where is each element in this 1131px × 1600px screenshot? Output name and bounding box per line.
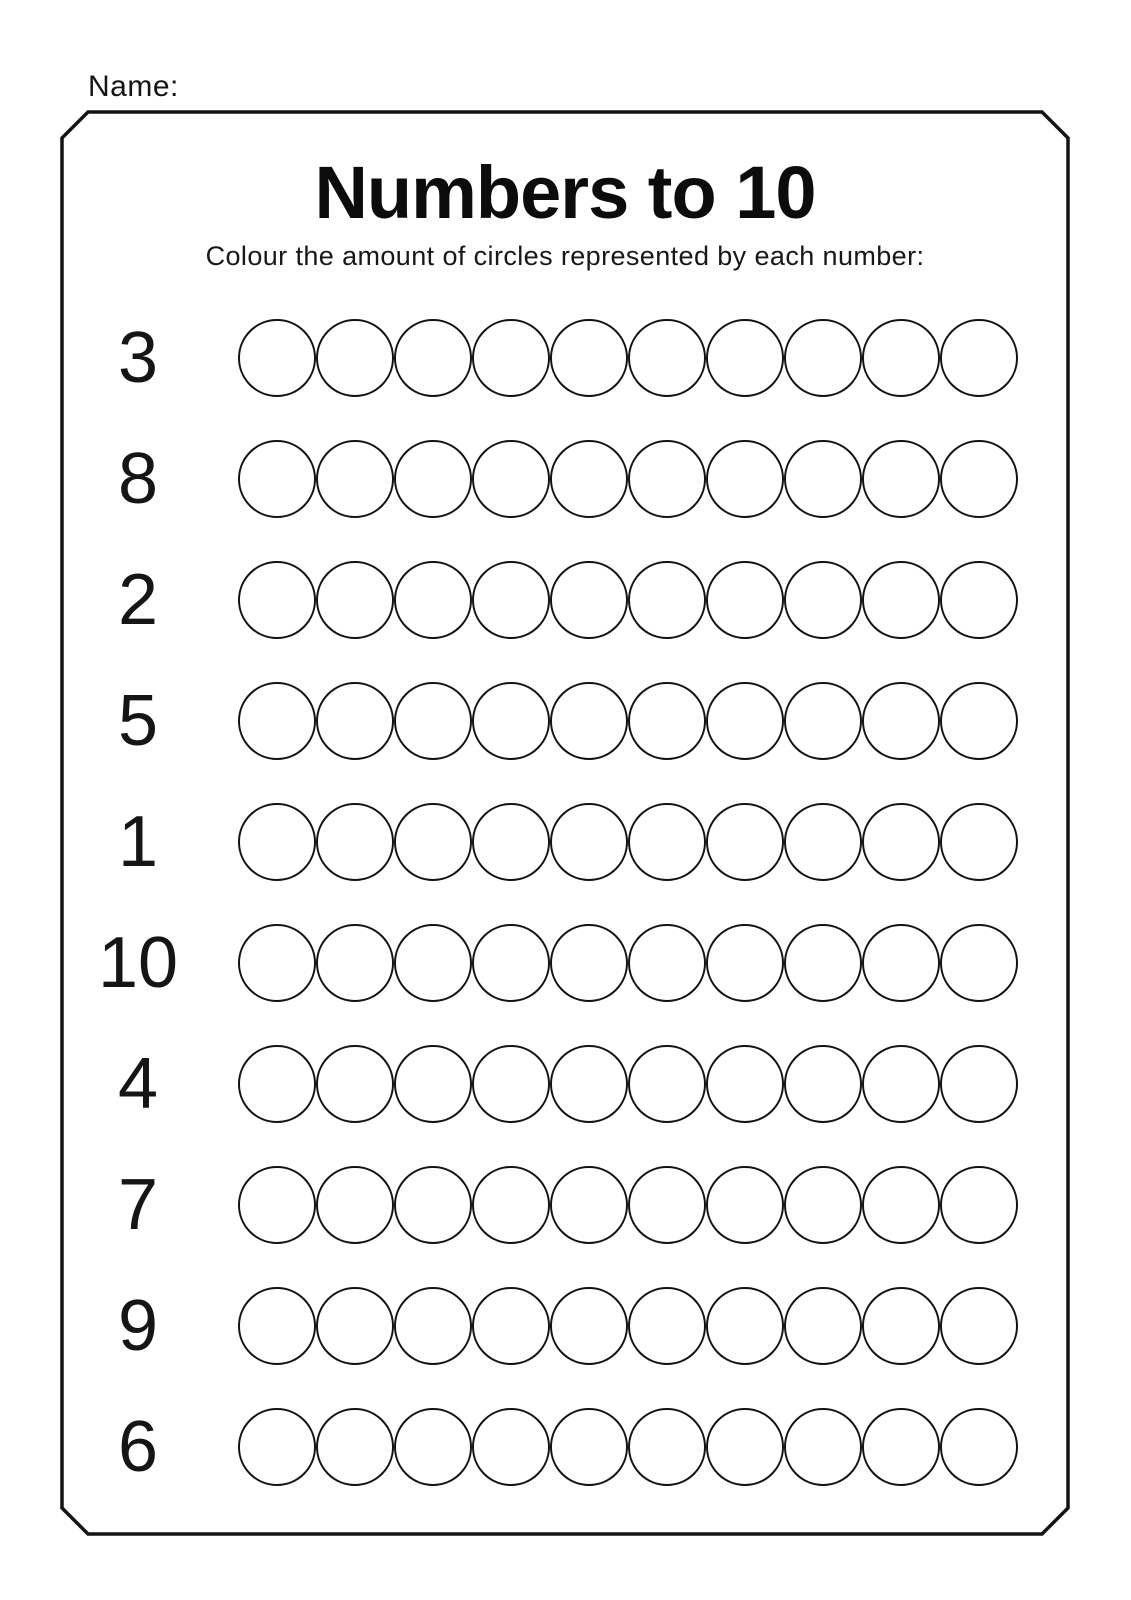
circle[interactable]: [394, 1408, 472, 1486]
row-number-label: 7: [117, 1164, 159, 1245]
circle[interactable]: [394, 803, 472, 881]
circle[interactable]: [316, 924, 394, 1002]
name-label: Name:: [88, 70, 179, 103]
instruction-text: Colour the amount of circles represented by each number:: [205, 241, 925, 271]
circle[interactable]: [316, 319, 394, 397]
circle[interactable]: [316, 682, 394, 760]
circle[interactable]: [316, 561, 394, 639]
row-number-label: 4: [117, 1043, 159, 1124]
circle[interactable]: [706, 1045, 784, 1123]
circle[interactable]: [940, 803, 1018, 881]
circle[interactable]: [316, 1166, 394, 1244]
circle[interactable]: [238, 440, 316, 518]
circle[interactable]: [550, 440, 628, 518]
circle[interactable]: [784, 1166, 862, 1244]
row-number-label: 2: [117, 559, 159, 640]
circle[interactable]: [784, 1287, 862, 1365]
circle[interactable]: [316, 803, 394, 881]
circle[interactable]: [862, 924, 940, 1002]
circle[interactable]: [862, 440, 940, 518]
circle[interactable]: [862, 1045, 940, 1123]
circle[interactable]: [862, 1408, 940, 1486]
circle[interactable]: [472, 803, 550, 881]
circle[interactable]: [706, 682, 784, 760]
circle[interactable]: [472, 1287, 550, 1365]
circle[interactable]: [862, 1287, 940, 1365]
circle[interactable]: [784, 803, 862, 881]
circle-row: [238, 1045, 1018, 1123]
circle[interactable]: [316, 1045, 394, 1123]
row-number-label: 9: [117, 1285, 159, 1366]
number-rows-container: [60, 297, 1070, 1507]
circle[interactable]: [550, 682, 628, 760]
circle[interactable]: [238, 319, 316, 397]
circle-row: [238, 924, 1018, 1002]
number-row: [60, 418, 1070, 539]
circle[interactable]: [706, 1287, 784, 1365]
circle[interactable]: [940, 1287, 1018, 1365]
circle[interactable]: [940, 319, 1018, 397]
circle[interactable]: [784, 1045, 862, 1123]
circle[interactable]: [472, 1166, 550, 1244]
circle[interactable]: [784, 440, 862, 518]
circle[interactable]: [784, 682, 862, 760]
circle[interactable]: [550, 319, 628, 397]
row-number-label: 8: [117, 438, 159, 519]
number-row: [60, 1144, 1070, 1265]
circle[interactable]: [784, 1408, 862, 1486]
number-row: [60, 539, 1070, 660]
circle[interactable]: [628, 561, 706, 639]
circle[interactable]: [394, 682, 472, 760]
circle[interactable]: [394, 924, 472, 1002]
circle-row: [238, 1287, 1018, 1365]
circle[interactable]: [706, 1166, 784, 1244]
circle[interactable]: [628, 319, 706, 397]
circle-row: [238, 803, 1018, 881]
circle[interactable]: [550, 561, 628, 639]
circle[interactable]: [394, 1045, 472, 1123]
row-number-label: 10: [97, 922, 179, 1003]
circle[interactable]: [550, 924, 628, 1002]
circle[interactable]: [238, 803, 316, 881]
circle[interactable]: [238, 682, 316, 760]
circle[interactable]: [706, 803, 784, 881]
circle[interactable]: [862, 319, 940, 397]
circle[interactable]: [628, 803, 706, 881]
circle[interactable]: [472, 319, 550, 397]
circle[interactable]: [784, 319, 862, 397]
circle-row: [238, 1408, 1018, 1486]
number-row: [60, 1023, 1070, 1144]
circle[interactable]: [316, 440, 394, 518]
circle[interactable]: [628, 1287, 706, 1365]
circle[interactable]: [706, 1408, 784, 1486]
circle[interactable]: [550, 1045, 628, 1123]
circle[interactable]: [628, 1045, 706, 1123]
circle[interactable]: [472, 924, 550, 1002]
circle[interactable]: [784, 924, 862, 1002]
number-row: [60, 902, 1070, 1023]
circle[interactable]: [862, 561, 940, 639]
circle[interactable]: [316, 1287, 394, 1365]
circle[interactable]: [472, 561, 550, 639]
circle[interactable]: [394, 319, 472, 397]
circle[interactable]: [706, 319, 784, 397]
circle[interactable]: [238, 561, 316, 639]
circle[interactable]: [394, 1287, 472, 1365]
number-row: [60, 1386, 1070, 1507]
circle[interactable]: [472, 682, 550, 760]
number-row: [60, 1265, 1070, 1386]
circle[interactable]: [550, 1287, 628, 1365]
circle[interactable]: [628, 682, 706, 760]
circle[interactable]: [238, 924, 316, 1002]
row-number-label: 3: [117, 317, 159, 398]
page-title: Numbers to 10: [314, 151, 816, 234]
circle[interactable]: [628, 1166, 706, 1244]
circle[interactable]: [940, 440, 1018, 518]
circle[interactable]: [940, 1166, 1018, 1244]
circle[interactable]: [628, 924, 706, 1002]
circle[interactable]: [628, 1408, 706, 1486]
circle[interactable]: [706, 924, 784, 1002]
row-number-label: 5: [117, 680, 159, 761]
number-row: [60, 297, 1070, 418]
circle[interactable]: [394, 440, 472, 518]
circle[interactable]: [238, 1166, 316, 1244]
circle-row: [238, 319, 1018, 397]
circle[interactable]: [784, 561, 862, 639]
circle-row: [238, 561, 1018, 639]
circle[interactable]: [238, 1045, 316, 1123]
circle-row: [238, 1166, 1018, 1244]
circle[interactable]: [940, 924, 1018, 1002]
circle[interactable]: [550, 1166, 628, 1244]
circle[interactable]: [316, 1408, 394, 1486]
circle[interactable]: [394, 1166, 472, 1244]
circle[interactable]: [550, 1408, 628, 1486]
circle[interactable]: [706, 440, 784, 518]
circle[interactable]: [472, 1045, 550, 1123]
circle[interactable]: [862, 803, 940, 881]
circle[interactable]: [706, 561, 784, 639]
circle-row: [238, 440, 1018, 518]
circle[interactable]: [472, 1408, 550, 1486]
circle[interactable]: [940, 561, 1018, 639]
row-number-label: 6: [117, 1406, 159, 1487]
circle[interactable]: [940, 1045, 1018, 1123]
circle[interactable]: [238, 1287, 316, 1365]
circle[interactable]: [628, 440, 706, 518]
circle-row: [238, 682, 1018, 760]
circle[interactable]: [862, 682, 940, 760]
circle[interactable]: [862, 1166, 940, 1244]
circle[interactable]: [940, 1408, 1018, 1486]
number-row: [60, 660, 1070, 781]
circle[interactable]: [940, 682, 1018, 760]
circle[interactable]: [550, 803, 628, 881]
circle[interactable]: [238, 1408, 316, 1486]
circle[interactable]: [394, 561, 472, 639]
number-row: [60, 781, 1070, 902]
circle[interactable]: [472, 440, 550, 518]
row-number-label: 1: [117, 801, 159, 882]
